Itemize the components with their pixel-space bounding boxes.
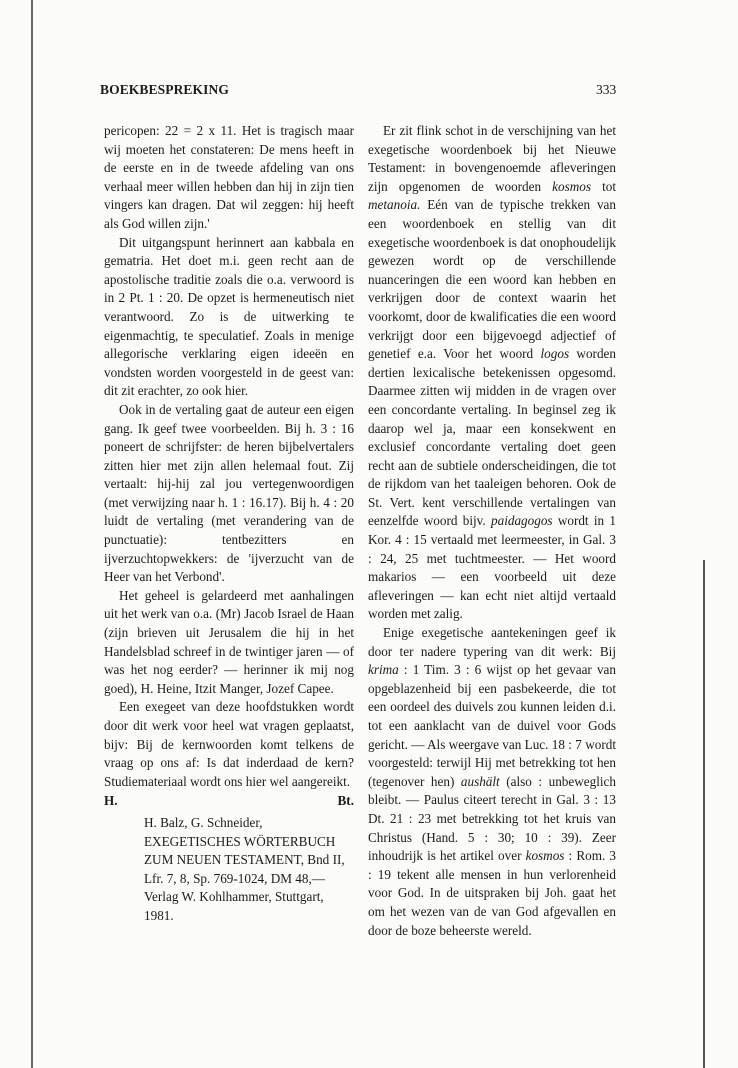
paragraph: Enige exegetische aantekeningen geef ik door ter nadere typering van dit werk: Bij krima : 1 Tim. 3 : 6 wijst op het gevaar van opgeblazenheid bij een pasbekeerde, die tot een oordeel des duivels zou kunnen leiden d.i. tot een aanklacht van de duivel voor Gods gericht. — Als weergave van Luc. 18 : 7 wordt voorgesteld: terwijl Hij met betrekking tot hen (tegenover hen) aushält (also : unbeweglich bleibt. — Paulus citeert terecht in Gal. 3 : 13 Dt. 21 : 23 met betrekking tot het kruis van Christus (Hand. 5 : 30; 10 : 39). Zeer inhoudrijk is het artikel over kosmos : Rom. 3 : 19 tekent alle mensen in hun verlorenheid voor God. In de uitspraken bij Joh. gaat het om het wezen van de van God afgevallen en door de boze beheerste wereld.: [368, 625, 617, 938]
italic-term: krima: [368, 662, 399, 678]
paragraph: Een exegeet van deze hoofdstukken wordt door dit werk voor heel wat vragen geplaatst, bijv: Bij de kernwoorden komt telkens de vraag op ons af: Is dat inderdaad de kern? Studiemateriaal wordt ons hier wel aangereikt.: [104, 699, 354, 789]
review-signature: [104, 792, 354, 811]
paragraph: pericopen: 22 = 2 x 11. Het is tragisch maar wij moeten het constateren: De mens heeft in de eerste en in de tweede afdeling van ons verhaal meer willen hebben dan hij in zijn tien vingers kan dragen. Dat wil zeggen: hij heeft als God willen zijn.': [104, 123, 354, 231]
left-column: [104, 122, 354, 926]
italic-term: aushält: [460, 773, 500, 789]
italic-term: logos: [540, 346, 570, 362]
paragraph: Het geheel is gelardeerd met aanhalingen uit het werk van o.a. (Mr) Jacob Israel de Haan (zijn brieven uit Jerusalem die hij in het Handelsblad schreef in de twintiger jaren — of was het nog eerder? — herinner ik mij nog goed), H. Heine, Itzit Manger, Jozef Capee.: [104, 587, 354, 696]
paragraph: Ook in de vertaling gaat de auteur een eigen gang. Ik geef twee voorbeelden. Bij h. 3 : 16 poneert de schrijfster: de heren bijbelvertalers zitten hier met zijn allen helemaal fout. Zij vertaalt: hij-hij zal jou vertegenwoordigen (met verwijzing naar h. 1 : 16.17). Bij h. 4 : 20 luidt de vertaling (met verandering van de punctuatie): tentbezitters en ijverzuchtopwekkers: de 'ijverzucht van de Heer van het Verbond'.: [104, 401, 354, 585]
italic-term: kosmos: [552, 178, 591, 194]
running-head: BOEKBESPREKING: [100, 82, 229, 97]
page-number: 333: [596, 82, 617, 97]
paragraph: Dit uitgangspunt herinnert aan kabbala en gematria. Het doet m.i. geen recht aan de apostolische traditie zoals die o.a. verwoord is in 2 Pt. 1 : 20. De opzet is hermeneutisch niet verantwoord. Zo is de uitwerking te eigenmachtig, te speculatief. Zoals in menige allegorische verklaring eigen ideeën en vondsten worden voorgesteld in de geest van: dit zit erachter, zo ook hier.: [104, 234, 354, 399]
scan-edge-right: [703, 560, 705, 1068]
book-reference: H. Balz, G. Schneider, EXEGETISCHES WÖRTERBUCH ZUM NEUEN TESTAMENT, Bnd II, Lfr. 7, 8, Sp. 769-1024, DM 48,— Verlag W. Kohlhammer, Stuttgart, 1981.: [144, 814, 345, 923]
italic-term: metanoia.: [368, 197, 421, 213]
paragraph: Er zit flink schot in de verschijning van het exegetische woordenboek bij het Nieuwe Testament: in bovengenoemde afleveringen zijn opgenomen de woorden kosmos tot metanoia. Eén van de typische trekken van een woordenboek en stellig van dit exegetische woordenboek is dat onophoudelijk gewezen wordt op de verschillende nuanceringen die een woord kan hebben en verkrijgen door de context waarin het voorkomt, door de kwalificaties die een woord verkrijgt door een bijgevoegd adjectief of genetief e.a. Voor het woord logos worden dertien lexicalische betekenissen opgesomd. Daarmee zitten wij midden in de vragen over een concordante vertaling. In beginsel zeg ik daarop wel ja, maar een konsekwent en exclusief concordante vertaling doet geen recht aan de subtiele onderscheidingen, die tot de rijkdom van het taaleigen behoren. Ook de St. Vert. kent verschillende vertalingen van eenzelfde woord bijv. paidagogos wordt in 1 Kor. 4 : 15 vertaald met leermeester, in Gal. 3 : 24, 25 met tuchtmeester. — Het woord makarios — een voorbeeld uit deze afleveringen — kan echt niet altijd vertaald worden met zalig.: [368, 123, 616, 622]
scan-edge-left: [31, 0, 33, 1068]
signature-author: Bt.: [337, 793, 354, 809]
italic-term: kosmos: [525, 848, 565, 864]
italic-term: paidagogos: [491, 513, 553, 529]
right-column: [368, 122, 616, 940]
signature-initial: H.: [104, 793, 118, 809]
